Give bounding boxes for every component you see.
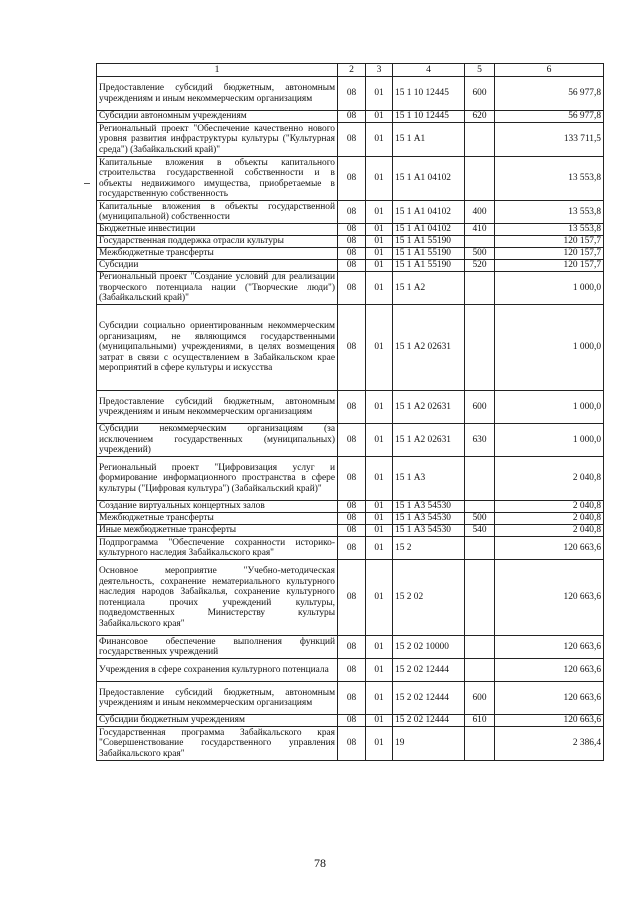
table-row bbox=[97, 560, 604, 636]
row-expense-type: 600 bbox=[465, 682, 495, 715]
row-expense-type bbox=[465, 236, 495, 248]
row-target-code: 15 1 А3 bbox=[393, 457, 465, 501]
row-name: Капитальные вложения в объекты капитального строительства государственной собственности и в объекты недвижимого имущества, приобретаемые в государственную собственность bbox=[97, 157, 338, 201]
row-section: 08 bbox=[338, 305, 366, 391]
row-subsection: 01 bbox=[366, 659, 393, 682]
row-section: 08 bbox=[338, 77, 366, 111]
table-row bbox=[97, 236, 604, 248]
row-section: 08 bbox=[338, 525, 366, 537]
row-name: Субсидии бюджетным учреждениям bbox=[97, 715, 338, 727]
row-expense-type bbox=[465, 560, 495, 636]
row-subsection: 01 bbox=[366, 305, 393, 391]
row-expense-type: 520 bbox=[465, 260, 495, 272]
row-name: Создание виртуальных концертных залов bbox=[97, 501, 338, 513]
row-name: Учреждения в сфере сохранения культурного потенциала bbox=[97, 659, 338, 682]
row-name: Капитальные вложения в объекты государственной (муниципальной) собственности bbox=[97, 201, 338, 224]
row-target-code: 15 2 02 12444 bbox=[393, 682, 465, 715]
row-subsection: 01 bbox=[366, 457, 393, 501]
row-target-code: 15 2 02 bbox=[393, 560, 465, 636]
row-target-code: 15 1 10 12445 bbox=[393, 77, 465, 111]
row-expense-type bbox=[465, 501, 495, 513]
row-subsection: 01 bbox=[366, 391, 393, 424]
row-name: Субсидии социально ориентированным некоммерческим организациям, не являющимся государственными (муниципальными) учреждениями, в целях возмещения затрат в связи с осуществлением в Забайкальском крае мероприятий в сфере культуры и искусства bbox=[97, 305, 338, 391]
row-section: 08 bbox=[338, 391, 366, 424]
row-target-code: 15 1 А1 55190 bbox=[393, 260, 465, 272]
table-row bbox=[97, 682, 604, 715]
row-expense-type: 620 bbox=[465, 111, 495, 123]
table-body bbox=[97, 64, 604, 761]
row-target-code: 19 bbox=[393, 727, 465, 761]
row-amount: 2 040,8 bbox=[495, 457, 604, 501]
row-subsection: 01 bbox=[366, 201, 393, 224]
row-amount: 120 157,7 bbox=[495, 236, 604, 248]
row-expense-type bbox=[465, 157, 495, 201]
row-section: 08 bbox=[338, 513, 366, 525]
row-name: Региональный проект "Обеспечение качественно нового уровня развития инфраструктуры культуры ("Культурная среда") (Забайкальский край)" bbox=[97, 123, 338, 157]
row-amount: 120 663,6 bbox=[495, 659, 604, 682]
table-row bbox=[97, 272, 604, 305]
header-col-3: 3 bbox=[366, 64, 393, 77]
row-name: Финансовое обеспечение выполнения функций государственных учреждений bbox=[97, 636, 338, 659]
row-amount: 120 663,6 bbox=[495, 682, 604, 715]
row-target-code: 15 1 А1 04102 bbox=[393, 157, 465, 201]
row-section: 08 bbox=[338, 236, 366, 248]
row-subsection: 01 bbox=[366, 537, 393, 560]
row-expense-type bbox=[465, 537, 495, 560]
table-row bbox=[97, 260, 604, 272]
row-amount: 2 040,8 bbox=[495, 501, 604, 513]
table-row bbox=[97, 727, 604, 761]
row-expense-type bbox=[465, 659, 495, 682]
table-row bbox=[97, 636, 604, 659]
row-expense-type bbox=[465, 636, 495, 659]
row-name: Субсидии bbox=[97, 260, 338, 272]
row-amount: 2 386,4 bbox=[495, 727, 604, 761]
row-target-code: 15 1 А1 55190 bbox=[393, 236, 465, 248]
table-row bbox=[97, 513, 604, 525]
row-name: Иные межбюджетные трансферты bbox=[97, 525, 338, 537]
table-row bbox=[97, 157, 604, 201]
row-target-code: 15 1 А2 02631 bbox=[393, 424, 465, 457]
header-col-1: 1 bbox=[97, 64, 338, 77]
row-expense-type: 500 bbox=[465, 513, 495, 525]
row-amount: 120 663,6 bbox=[495, 715, 604, 727]
row-expense-type bbox=[465, 272, 495, 305]
row-section: 08 bbox=[338, 157, 366, 201]
table-row bbox=[97, 248, 604, 260]
row-amount: 133 711,5 bbox=[495, 123, 604, 157]
row-amount: 120 157,7 bbox=[495, 260, 604, 272]
row-subsection: 01 bbox=[366, 77, 393, 111]
row-amount: 56 977,8 bbox=[495, 77, 604, 111]
row-target-code: 15 2 bbox=[393, 537, 465, 560]
row-expense-type: 410 bbox=[465, 224, 495, 236]
row-name: Основное мероприятие "Учебно-методическая деятельность, сохранение нематериального культурного наследия народов Забайкалья, сохранение культурного потенциала прочих учреждений культуры, подведомственных Министерству культуры Забайкальского края" bbox=[97, 560, 338, 636]
row-section: 08 bbox=[338, 501, 366, 513]
row-amount: 1 000,0 bbox=[495, 391, 604, 424]
row-amount: 56 977,8 bbox=[495, 111, 604, 123]
row-subsection: 01 bbox=[366, 525, 393, 537]
row-subsection: 01 bbox=[366, 272, 393, 305]
table-row bbox=[97, 111, 604, 123]
row-amount: 2 040,8 bbox=[495, 525, 604, 537]
row-section: 08 bbox=[338, 272, 366, 305]
row-subsection: 01 bbox=[366, 513, 393, 525]
row-section: 08 bbox=[338, 727, 366, 761]
row-subsection: 01 bbox=[366, 715, 393, 727]
row-name: Субсидии автономным учреждениям bbox=[97, 111, 338, 123]
row-amount: 2 040,8 bbox=[495, 513, 604, 525]
row-subsection: 01 bbox=[366, 424, 393, 457]
row-subsection: 01 bbox=[366, 236, 393, 248]
row-expense-type: 600 bbox=[465, 77, 495, 111]
row-amount: 120 663,6 bbox=[495, 636, 604, 659]
table-row bbox=[97, 224, 604, 236]
table-row bbox=[97, 391, 604, 424]
row-target-code: 15 1 А1 04102 bbox=[393, 201, 465, 224]
row-expense-type: 630 bbox=[465, 424, 495, 457]
row-amount: 1 000,0 bbox=[495, 424, 604, 457]
row-expense-type: 400 bbox=[465, 201, 495, 224]
row-name: Субсидии некоммерческим организациям (за исключением государственных (муниципальных) учреждений) bbox=[97, 424, 338, 457]
row-subsection: 01 bbox=[366, 248, 393, 260]
row-target-code: 15 1 А1 bbox=[393, 123, 465, 157]
table-header-row bbox=[97, 64, 604, 77]
row-target-code: 15 1 10 12445 bbox=[393, 111, 465, 123]
row-name: Государственная поддержка отрасли культуры bbox=[97, 236, 338, 248]
row-target-code: 15 2 02 12444 bbox=[393, 659, 465, 682]
row-subsection: 01 bbox=[366, 682, 393, 715]
row-section: 08 bbox=[338, 260, 366, 272]
row-amount: 120 157,7 bbox=[495, 248, 604, 260]
row-amount: 13 553,8 bbox=[495, 157, 604, 201]
row-amount: 120 663,6 bbox=[495, 560, 604, 636]
table-row bbox=[97, 659, 604, 682]
row-subsection: 01 bbox=[366, 157, 393, 201]
row-section: 08 bbox=[338, 123, 366, 157]
row-expense-type: 500 bbox=[465, 248, 495, 260]
header-col-4: 4 bbox=[393, 64, 465, 77]
page-number: 78 bbox=[314, 856, 326, 870]
row-name: Региональный проект "Создание условий для реализации творческого потенциала нации ("Творческие люди") (Забайкальский край)" bbox=[97, 272, 338, 305]
row-target-code: 15 1 А3 54530 bbox=[393, 501, 465, 513]
row-section: 08 bbox=[338, 715, 366, 727]
row-name: Межбюджетные трансферты bbox=[97, 248, 338, 260]
header-col-5: 5 bbox=[465, 64, 495, 77]
row-target-code: 15 1 А1 04102 bbox=[393, 224, 465, 236]
row-section: 08 bbox=[338, 659, 366, 682]
row-target-code: 15 1 А3 54530 bbox=[393, 525, 465, 537]
row-expense-type bbox=[465, 727, 495, 761]
row-section: 08 bbox=[338, 636, 366, 659]
row-expense-type bbox=[465, 457, 495, 501]
table-row bbox=[97, 537, 604, 560]
row-name: Государственная программа Забайкальского края "Совершенствование государственного управления Забайкальского края" bbox=[97, 727, 338, 761]
header-col-2: 2 bbox=[338, 64, 366, 77]
row-section: 08 bbox=[338, 224, 366, 236]
row-name: Подпрограмма "Обеспечение сохранности историко-культурного наследия Забайкальского края" bbox=[97, 537, 338, 560]
row-name: Предоставление субсидий бюджетным, автономным учреждениям и иным некоммерческим организациям bbox=[97, 391, 338, 424]
row-section: 08 bbox=[338, 682, 366, 715]
row-section: 08 bbox=[338, 560, 366, 636]
row-section: 08 bbox=[338, 537, 366, 560]
row-section: 08 bbox=[338, 111, 366, 123]
margin-mark bbox=[84, 183, 90, 184]
row-subsection: 01 bbox=[366, 727, 393, 761]
table-row bbox=[97, 201, 604, 224]
table-row bbox=[97, 525, 604, 537]
row-target-code: 15 1 А3 54530 bbox=[393, 513, 465, 525]
row-subsection: 01 bbox=[366, 260, 393, 272]
row-target-code: 15 1 А2 02631 bbox=[393, 305, 465, 391]
table-row bbox=[97, 715, 604, 727]
row-subsection: 01 bbox=[366, 560, 393, 636]
row-target-code: 15 1 А2 bbox=[393, 272, 465, 305]
row-amount: 13 553,8 bbox=[495, 201, 604, 224]
header-col-6: 6 bbox=[495, 64, 604, 77]
row-target-code: 15 2 02 10000 bbox=[393, 636, 465, 659]
row-section: 08 bbox=[338, 424, 366, 457]
row-amount: 120 663,6 bbox=[495, 537, 604, 560]
table-row bbox=[97, 77, 604, 111]
row-name: Предоставление субсидий бюджетным, автономным учреждениям и иным некоммерческим организациям bbox=[97, 77, 338, 111]
row-expense-type: 600 bbox=[465, 391, 495, 424]
row-amount: 13 553,8 bbox=[495, 224, 604, 236]
row-target-code: 15 2 02 12444 bbox=[393, 715, 465, 727]
row-subsection: 01 bbox=[366, 501, 393, 513]
row-subsection: 01 bbox=[366, 111, 393, 123]
row-section: 08 bbox=[338, 248, 366, 260]
table-row bbox=[97, 501, 604, 513]
row-subsection: 01 bbox=[366, 123, 393, 157]
row-amount: 1 000,0 bbox=[495, 272, 604, 305]
table-row bbox=[97, 305, 604, 391]
row-section: 08 bbox=[338, 457, 366, 501]
row-subsection: 01 bbox=[366, 224, 393, 236]
row-amount: 1 000,0 bbox=[495, 305, 604, 391]
row-section: 08 bbox=[338, 201, 366, 224]
table-row bbox=[97, 424, 604, 457]
row-expense-type: 540 bbox=[465, 525, 495, 537]
row-expense-type: 610 bbox=[465, 715, 495, 727]
row-name: Региональный проект "Цифровизация услуг и формирование информационного пространства в сфере культуры ("Цифровая культура") (Забайкальский край)" bbox=[97, 457, 338, 501]
row-name: Бюджетные инвестиции bbox=[97, 224, 338, 236]
row-expense-type bbox=[465, 123, 495, 157]
row-expense-type bbox=[465, 305, 495, 391]
row-target-code: 15 1 А1 55190 bbox=[393, 248, 465, 260]
table-row bbox=[97, 123, 604, 157]
row-subsection: 01 bbox=[366, 636, 393, 659]
table-row bbox=[97, 457, 604, 501]
budget-table bbox=[96, 63, 604, 761]
row-target-code: 15 1 А2 02631 bbox=[393, 391, 465, 424]
row-name: Межбюджетные трансферты bbox=[97, 513, 338, 525]
row-name: Предоставление субсидий бюджетным, автономным учреждениям и иным некоммерческим организациям bbox=[97, 682, 338, 715]
